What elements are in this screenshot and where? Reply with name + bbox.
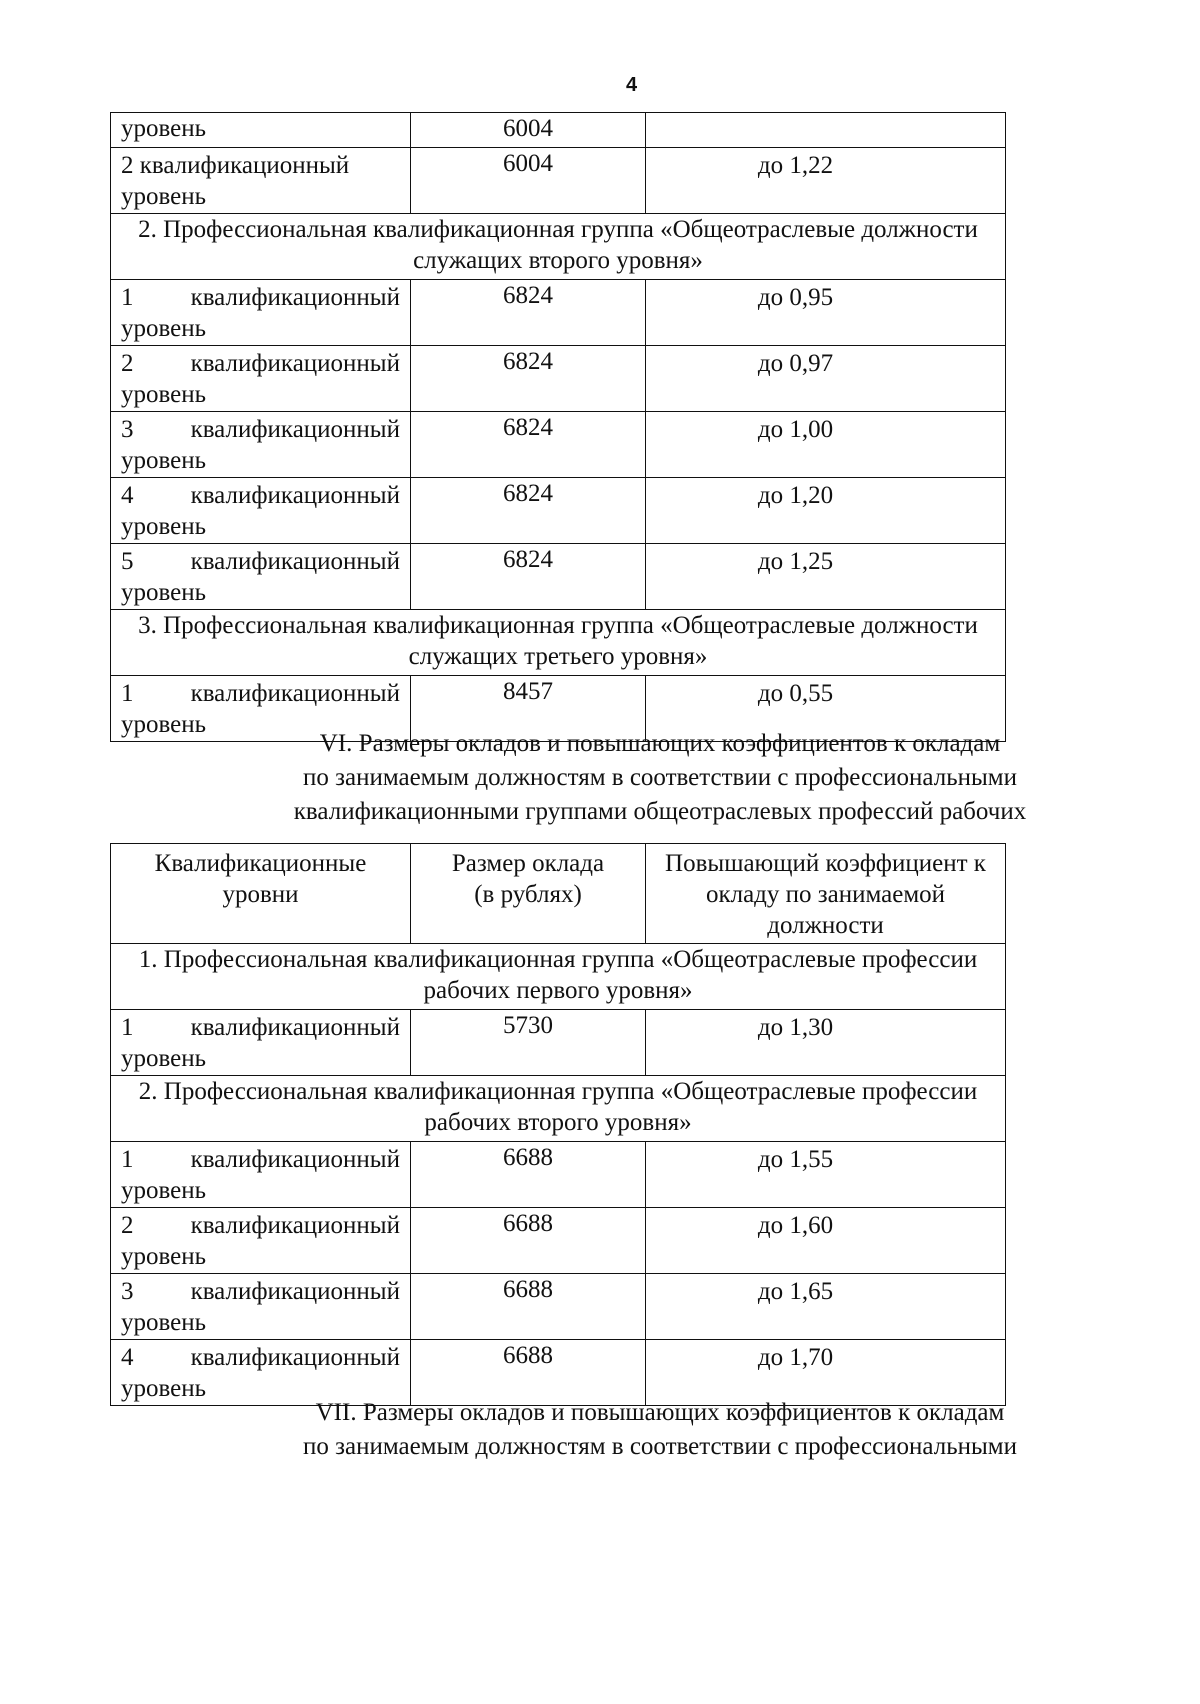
coefficient-value: до 0,95 xyxy=(757,284,834,311)
salary-cell xyxy=(411,1208,646,1274)
level-suffix: уровень xyxy=(121,183,207,210)
table-row xyxy=(111,148,1006,214)
header-coefficient: Повышающий коэффициент к окладу по занимаемой должности xyxy=(646,844,1006,944)
level-word: квалификационный xyxy=(190,1344,400,1371)
level-number: 1 xyxy=(121,284,134,311)
group-title: 1. Профессиональная квалификационная группа «Общеотраслевые профессии рабочих первого уровня» xyxy=(111,944,1006,1010)
level-number: 2 xyxy=(121,1212,134,1239)
level-suffix: уровень xyxy=(121,1309,207,1336)
salary-value: 6824 xyxy=(503,282,553,309)
coefficient-value: до 0,97 xyxy=(757,350,834,377)
level-word: квалификационный xyxy=(190,1014,400,1041)
coefficient-cell xyxy=(646,148,1006,214)
section-6-heading xyxy=(110,727,1200,829)
level-number: 5 xyxy=(121,548,134,575)
section-6-title-line: квалификационными группами общеотраслевых профессий рабочих xyxy=(293,798,1027,825)
salary-cell xyxy=(411,544,646,610)
coefficient-cell xyxy=(646,113,1006,148)
section-7-heading xyxy=(110,1396,1200,1464)
group-row xyxy=(111,610,1006,676)
level-number: 1 xyxy=(121,1014,134,1041)
level-word: квалификационный xyxy=(190,1146,400,1173)
level-number: 4 xyxy=(121,1344,134,1371)
level-cell xyxy=(111,148,411,214)
level-name: 2 квалификационный xyxy=(121,152,350,179)
salary-cell xyxy=(411,1142,646,1208)
table-row xyxy=(111,544,1006,610)
level-suffix: уровень xyxy=(121,381,207,408)
salary-cell xyxy=(411,280,646,346)
salary-cell xyxy=(411,113,646,148)
coefficient-value: до 1,30 xyxy=(757,1014,834,1041)
level-word: квалификационный xyxy=(190,548,400,575)
level-cell xyxy=(111,1010,411,1076)
group-row xyxy=(111,214,1006,280)
salary-cell xyxy=(411,1274,646,1340)
table-row xyxy=(111,1274,1006,1340)
level-cell xyxy=(111,280,411,346)
table-row xyxy=(111,346,1006,412)
level-number: 1 xyxy=(121,1146,134,1173)
salary-value: 6824 xyxy=(503,348,553,375)
level-word: квалификационный xyxy=(190,1278,400,1305)
page-number: 4 xyxy=(625,74,638,96)
level-number: 3 xyxy=(121,1278,134,1305)
coefficient-value: до 1,22 xyxy=(757,152,834,179)
level-cell xyxy=(111,544,411,610)
table-row xyxy=(111,113,1006,148)
salary-table-workers xyxy=(110,843,1006,1406)
salary-value: 6824 xyxy=(503,546,553,573)
level-cell xyxy=(111,1274,411,1340)
coefficient-value: до 1,20 xyxy=(757,482,834,509)
level-word: квалификационный xyxy=(190,350,400,377)
salary-cell xyxy=(411,346,646,412)
level-cell xyxy=(111,113,411,148)
table-row xyxy=(111,1010,1006,1076)
group-title: 3. Профессиональная квалификационная группа «Общеотраслевые должности служащих третьего уровня» xyxy=(111,610,1006,676)
header-salary: Размер оклада (в рублях) xyxy=(411,844,646,944)
section-7-title-line: по занимаемым должностям в соответствии с профессиональными xyxy=(302,1433,1017,1460)
table-row xyxy=(111,280,1006,346)
group-title: 2. Профессиональная квалификационная группа «Общеотраслевые должности служащих второго уровня» xyxy=(111,214,1006,280)
section-7-title-line: VII. Размеры окладов и повышающих коэффициентов к окладам xyxy=(315,1399,1005,1426)
section-6-title-line: по занимаемым должностям в соответствии с профессиональными xyxy=(302,764,1017,791)
level-suffix: уровень xyxy=(121,711,207,738)
coefficient-value: до 1,55 xyxy=(757,1146,834,1173)
level-suffix: уровень xyxy=(121,1243,207,1270)
level-number: 1 xyxy=(121,680,134,707)
salary-value: 6824 xyxy=(503,414,553,441)
level-number: 4 xyxy=(121,482,134,509)
header-levels: Квалификационные уровни xyxy=(111,844,411,944)
coefficient-cell xyxy=(646,478,1006,544)
level-suffix: уровень xyxy=(121,115,207,142)
level-suffix: уровень xyxy=(121,315,207,342)
coefficient-cell xyxy=(646,1142,1006,1208)
level-suffix: уровень xyxy=(121,579,207,606)
coefficient-cell xyxy=(646,1208,1006,1274)
table-row xyxy=(111,478,1006,544)
salary-value: 6004 xyxy=(503,150,553,177)
level-cell xyxy=(111,1208,411,1274)
salary-table-employees xyxy=(110,112,1006,742)
salary-value: 6688 xyxy=(503,1210,553,1237)
level-suffix: уровень xyxy=(121,447,207,474)
level-suffix: уровень xyxy=(121,1045,207,1072)
coefficient-cell xyxy=(646,346,1006,412)
coefficient-value: до 1,60 xyxy=(757,1212,834,1239)
coefficient-cell xyxy=(646,280,1006,346)
level-word: квалификационный xyxy=(190,284,400,311)
salary-cell xyxy=(411,412,646,478)
table-row xyxy=(111,1142,1006,1208)
salary-value: 6688 xyxy=(503,1342,553,1369)
salary-value: 5730 xyxy=(503,1012,553,1039)
coefficient-cell xyxy=(646,1274,1006,1340)
level-number: 3 xyxy=(121,416,134,443)
group-title: 2. Профессиональная квалификационная группа «Общеотраслевые профессии рабочих второго уровня» xyxy=(111,1076,1006,1142)
section-6-title-line: VI. Размеры окладов и повышающих коэффициентов к окладам xyxy=(319,730,1001,757)
level-suffix: уровень xyxy=(121,1375,207,1402)
coefficient-value: до 1,70 xyxy=(757,1344,834,1371)
coefficient-value: до 1,00 xyxy=(757,416,834,443)
coefficient-value: до 1,65 xyxy=(757,1278,834,1305)
table-row xyxy=(111,412,1006,478)
salary-value: 8457 xyxy=(503,678,553,705)
level-suffix: уровень xyxy=(121,513,207,540)
level-word: квалификационный xyxy=(190,1212,400,1239)
level-word: квалификационный xyxy=(190,416,400,443)
level-suffix: уровень xyxy=(121,1177,207,1204)
coefficient-value: до 1,25 xyxy=(757,548,834,575)
salary-value: 6688 xyxy=(503,1276,553,1303)
level-cell xyxy=(111,1142,411,1208)
salary-value: 6824 xyxy=(503,480,553,507)
coefficient-value: до 0,55 xyxy=(757,680,834,707)
level-number: 2 xyxy=(121,350,134,377)
table-header-row xyxy=(111,844,1006,944)
coefficient-value xyxy=(646,113,1005,115)
coefficient-cell xyxy=(646,544,1006,610)
salary-cell xyxy=(411,148,646,214)
coefficient-cell xyxy=(646,1010,1006,1076)
group-row xyxy=(111,1076,1006,1142)
level-cell xyxy=(111,478,411,544)
level-cell xyxy=(111,346,411,412)
level-word: квалификационный xyxy=(190,482,400,509)
salary-value: 6688 xyxy=(503,1144,553,1171)
salary-cell xyxy=(411,1010,646,1076)
group-row xyxy=(111,944,1006,1010)
level-cell xyxy=(111,412,411,478)
level-word: квалификационный xyxy=(190,680,400,707)
salary-value: 6004 xyxy=(503,115,553,142)
salary-cell xyxy=(411,478,646,544)
coefficient-cell xyxy=(646,412,1006,478)
table-row xyxy=(111,1208,1006,1274)
